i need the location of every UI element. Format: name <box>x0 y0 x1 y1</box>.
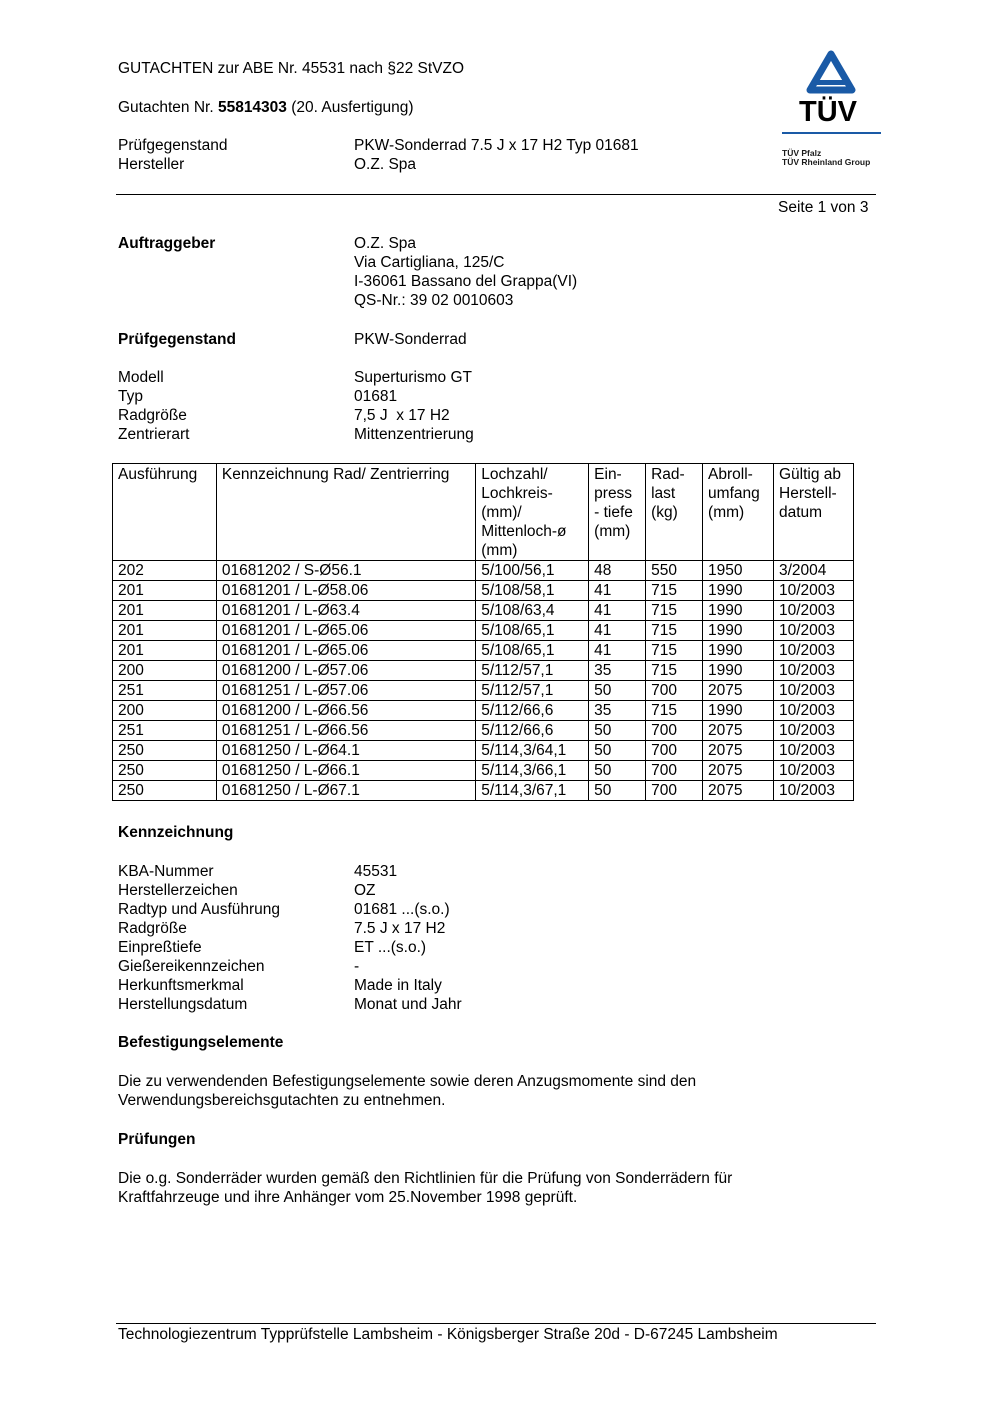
column-header <box>589 464 646 561</box>
table-row <box>113 641 854 661</box>
table-cell: 715 <box>646 601 703 621</box>
kennzeichnung-label: KBA-Nummer <box>118 863 214 880</box>
table-row <box>113 701 854 721</box>
column-header-line: last <box>651 485 676 502</box>
table-cell: 2075 <box>703 721 774 741</box>
table-cell: 715 <box>646 661 703 681</box>
table-cell: 2075 <box>703 781 774 801</box>
table-cell: 715 <box>646 621 703 641</box>
column-header-line: Abroll- <box>708 466 753 483</box>
table-cell: 1950 <box>703 561 774 581</box>
footer-text: Technologiezentrum Typprüfstelle Lambsheim - Königsberger Straße 20d - D-67245 Lambsheim <box>118 1326 778 1343</box>
table-cell: 250 <box>113 741 217 761</box>
table-row <box>113 681 854 701</box>
table-cell: 41 <box>589 581 646 601</box>
table-cell: 10/2003 <box>774 701 854 721</box>
kennzeichnung-label: Herstellerzeichen <box>118 882 238 899</box>
gutachten-line <box>118 98 414 117</box>
pruefungen-line: Kraftfahrzeuge und ihre Anhänger vom 25.November 1998 geprüft. <box>118 1189 578 1206</box>
kennzeichnung-value: Made in Italy <box>354 977 442 994</box>
column-header-line: Herstell- <box>779 485 837 502</box>
pruefungen-heading: Prüfungen <box>118 1131 196 1148</box>
kennzeichnung-value: - <box>354 958 360 975</box>
header-divider <box>116 194 876 195</box>
table-cell: 5/112/57,1 <box>476 661 589 681</box>
wheel-spec-table <box>112 463 854 801</box>
column-header-line: Ein- <box>594 466 622 483</box>
table-cell: 5/108/65,1 <box>476 641 589 661</box>
table-cell: 5/112/57,1 <box>476 681 589 701</box>
table-cell: 1990 <box>703 581 774 601</box>
kennzeichnung-value: ET ...(s.o.) <box>354 939 427 956</box>
column-header-line: Mittenloch-ø <box>481 523 567 540</box>
tuev-logo-line2: TÜV Rheinland Group <box>782 157 871 167</box>
pruefungen-text <box>118 1169 732 1207</box>
table-row <box>113 761 854 781</box>
column-header-line: (mm)/ <box>481 504 522 521</box>
column-header-line: Rad- <box>651 466 685 483</box>
kennzeichnung-label: Radtyp und Ausführung <box>118 901 281 918</box>
column-header-line: datum <box>779 504 823 521</box>
table-cell: 41 <box>589 621 646 641</box>
column-header-line: press <box>594 485 633 502</box>
header-hersteller-value: O.Z. Spa <box>354 156 417 173</box>
kennzeichnung-value: 45531 <box>354 863 398 880</box>
column-header-line: (mm) <box>481 542 518 559</box>
kennzeichnung-label: Herkunftsmerkmal <box>118 977 244 994</box>
table-cell: 01681201 / L-Ø58.06 <box>216 581 475 601</box>
kennzeichnung-value: OZ <box>354 882 376 899</box>
table-cell: 1990 <box>703 661 774 681</box>
befestigung-line: Die zu verwendenden Befestigungselemente sowie deren Anzugsmomente sind den <box>118 1073 697 1090</box>
header-pruefgegenstand-label: Prüfgegenstand <box>118 137 228 154</box>
document-title: GUTACHTEN zur ABE Nr. 45531 nach §22 StVZO <box>118 60 465 77</box>
table-cell: 01681250 / L-Ø67.1 <box>216 781 475 801</box>
pruefgegenstand-value: PKW-Sonderrad <box>354 331 467 348</box>
table-cell: 5/108/58,1 <box>476 581 589 601</box>
table-cell: 5/114,3/64,1 <box>476 741 589 761</box>
column-header-line: - tiefe <box>594 504 633 521</box>
table-header <box>113 464 854 561</box>
gutachten-prefix: Gutachten Nr. <box>118 99 214 116</box>
column-header <box>703 464 774 561</box>
kennzeichnung-label: Einpreßtiefe <box>118 939 202 956</box>
auftraggeber-label: Auftraggeber <box>118 235 216 252</box>
table-cell: 10/2003 <box>774 741 854 761</box>
table-row <box>113 741 854 761</box>
table-cell: 1990 <box>703 701 774 721</box>
table-cell: 251 <box>113 721 217 741</box>
table-body <box>113 561 854 801</box>
table-cell: 10/2003 <box>774 621 854 641</box>
kennzeichnung-heading: Kennzeichnung <box>118 824 234 841</box>
table-cell: 01681251 / L-Ø66.56 <box>216 721 475 741</box>
table-cell: 5/108/63,4 <box>476 601 589 621</box>
table-cell: 41 <box>589 601 646 621</box>
column-header <box>476 464 589 561</box>
auftraggeber-line: O.Z. Spa <box>354 235 417 252</box>
table-cell: 10/2003 <box>774 601 854 621</box>
spec-value: 7,5 J x 17 H2 <box>354 407 450 424</box>
pruefungen-line: Die o.g. Sonderräder wurden gemäß den Richtlinien für die Prüfung von Sonderrädern für <box>118 1170 733 1187</box>
spec-label: Radgröße <box>118 407 187 424</box>
auftraggeber-address <box>354 234 577 310</box>
table-cell: 715 <box>646 641 703 661</box>
gutachten-suffix: (20. Ausfertigung) <box>291 99 414 116</box>
table-cell: 01681201 / L-Ø65.06 <box>216 621 475 641</box>
kennzeichnung-value: 01681 ...(s.o.) <box>354 901 450 918</box>
column-header-line: umfang <box>708 485 760 502</box>
gutachten-number: 55814303 <box>217 99 287 116</box>
table-cell: 201 <box>113 621 217 641</box>
table-cell: 5/108/65,1 <box>476 621 589 641</box>
table-cell: 48 <box>589 561 646 581</box>
column-header-line: (mm) <box>594 523 631 540</box>
kennzeichnung-label: Radgröße <box>118 920 187 937</box>
table-cell: 01681251 / L-Ø57.06 <box>216 681 475 701</box>
table-cell: 202 <box>113 561 217 581</box>
table-cell: 200 <box>113 701 217 721</box>
table-cell: 715 <box>646 581 703 601</box>
table-cell: 5/100/56,1 <box>476 561 589 581</box>
page-info: Seite 1 von 3 <box>778 199 869 216</box>
table-cell: 35 <box>589 701 646 721</box>
spec-value: Mittenzentrierung <box>354 426 474 443</box>
table-row <box>113 601 854 621</box>
table-cell: 50 <box>589 761 646 781</box>
kennzeichnung-label: Herstellungsdatum <box>118 996 248 1013</box>
table-cell: 10/2003 <box>774 721 854 741</box>
table-cell: 550 <box>646 561 703 581</box>
auftraggeber-line: I-36061 Bassano del Grappa(VI) <box>354 273 578 290</box>
table-cell: 01681200 / L-Ø66.56 <box>216 701 475 721</box>
table-cell: 700 <box>646 741 703 761</box>
table-cell: 10/2003 <box>774 661 854 681</box>
column-header-line: Ausführung <box>118 466 198 483</box>
table-cell: 201 <box>113 581 217 601</box>
tuev-logo-text: TÜV <box>799 96 857 128</box>
table-cell: 10/2003 <box>774 781 854 801</box>
tuev-logo-line1: TÜV Pfalz <box>782 148 822 158</box>
column-header <box>216 464 475 561</box>
table-cell: 1990 <box>703 621 774 641</box>
table-cell: 5/112/66,6 <box>476 721 589 741</box>
column-header <box>774 464 854 561</box>
column-header <box>113 464 217 561</box>
table-cell: 1990 <box>703 601 774 621</box>
table-cell: 50 <box>589 681 646 701</box>
table-cell: 250 <box>113 761 217 781</box>
table-cell: 2075 <box>703 761 774 781</box>
table-cell: 35 <box>589 661 646 681</box>
column-header-line: (mm) <box>708 504 745 521</box>
kennzeichnung-value: Monat und Jahr <box>354 996 462 1013</box>
table-cell: 10/2003 <box>774 641 854 661</box>
table-cell: 251 <box>113 681 217 701</box>
table-row <box>113 621 854 641</box>
table-cell: 01681201 / L-Ø63.4 <box>216 601 475 621</box>
table-row <box>113 661 854 681</box>
table-cell: 715 <box>646 701 703 721</box>
table-cell: 700 <box>646 781 703 801</box>
table-cell: 250 <box>113 781 217 801</box>
kennzeichnung-value: 7.5 J x 17 H2 <box>354 920 446 937</box>
kennzeichnung-label: Gießereikennzeichen <box>118 958 265 975</box>
table-cell: 01681250 / L-Ø66.1 <box>216 761 475 781</box>
auftraggeber-line: Via Cartigliana, 125/C <box>354 254 505 271</box>
auftraggeber-line: QS-Nr.: 39 02 0010603 <box>354 292 514 309</box>
table-cell: 10/2003 <box>774 681 854 701</box>
pruefgegenstand-label: Prüfgegenstand <box>118 331 236 348</box>
table-cell: 3/2004 <box>774 561 854 581</box>
spec-value: Superturismo GT <box>354 369 473 386</box>
column-header-line: Kennzeichnung Rad/ Zentrierring <box>221 466 450 483</box>
spec-label: Modell <box>118 369 164 386</box>
tuev-logo <box>772 50 890 172</box>
table-cell: 10/2003 <box>774 581 854 601</box>
table-cell: 1990 <box>703 641 774 661</box>
footer-divider <box>116 1323 876 1324</box>
table-cell: 700 <box>646 681 703 701</box>
table-cell: 01681250 / L-Ø64.1 <box>216 741 475 761</box>
table-cell: 201 <box>113 601 217 621</box>
spec-label: Typ <box>118 388 143 405</box>
table-cell: 2075 <box>703 741 774 761</box>
table-cell: 10/2003 <box>774 761 854 781</box>
table-row <box>113 781 854 801</box>
table-cell: 5/114,3/67,1 <box>476 781 589 801</box>
table-cell: 50 <box>589 721 646 741</box>
column-header <box>646 464 703 561</box>
column-header-line: (kg) <box>651 504 678 521</box>
table-cell: 01681201 / L-Ø65.06 <box>216 641 475 661</box>
table-cell: 50 <box>589 781 646 801</box>
table-cell: 5/112/66,6 <box>476 701 589 721</box>
table-cell: 50 <box>589 741 646 761</box>
header-hersteller-label: Hersteller <box>118 156 185 173</box>
table-row <box>113 581 854 601</box>
table-cell: 01681202 / S-Ø56.1 <box>216 561 475 581</box>
befestigung-heading: Befestigungselemente <box>118 1034 284 1051</box>
table-row <box>113 721 854 741</box>
spec-value: 01681 <box>354 388 398 405</box>
table-cell: 700 <box>646 761 703 781</box>
table-cell: 200 <box>113 661 217 681</box>
table-cell: 01681200 / L-Ø57.06 <box>216 661 475 681</box>
column-header-line: Lochkreis- <box>481 485 553 502</box>
table-cell: 5/114,3/66,1 <box>476 761 589 781</box>
table-cell: 201 <box>113 641 217 661</box>
befestigung-line: Verwendungsbereichsgutachten zu entnehmen. <box>118 1092 446 1109</box>
table-cell: 700 <box>646 721 703 741</box>
spec-label: Zentrierart <box>118 426 190 443</box>
table-cell: 2075 <box>703 681 774 701</box>
table-row <box>113 561 854 581</box>
header-pruefgegenstand-value: PKW-Sonderrad 7.5 J x 17 H2 Typ 01681 <box>354 137 639 154</box>
column-header-line: Lochzahl/ <box>481 466 548 483</box>
befestigung-text <box>118 1072 696 1110</box>
column-header-line: Gültig ab <box>779 466 842 483</box>
table-header-row <box>113 464 854 561</box>
table-cell: 41 <box>589 641 646 661</box>
